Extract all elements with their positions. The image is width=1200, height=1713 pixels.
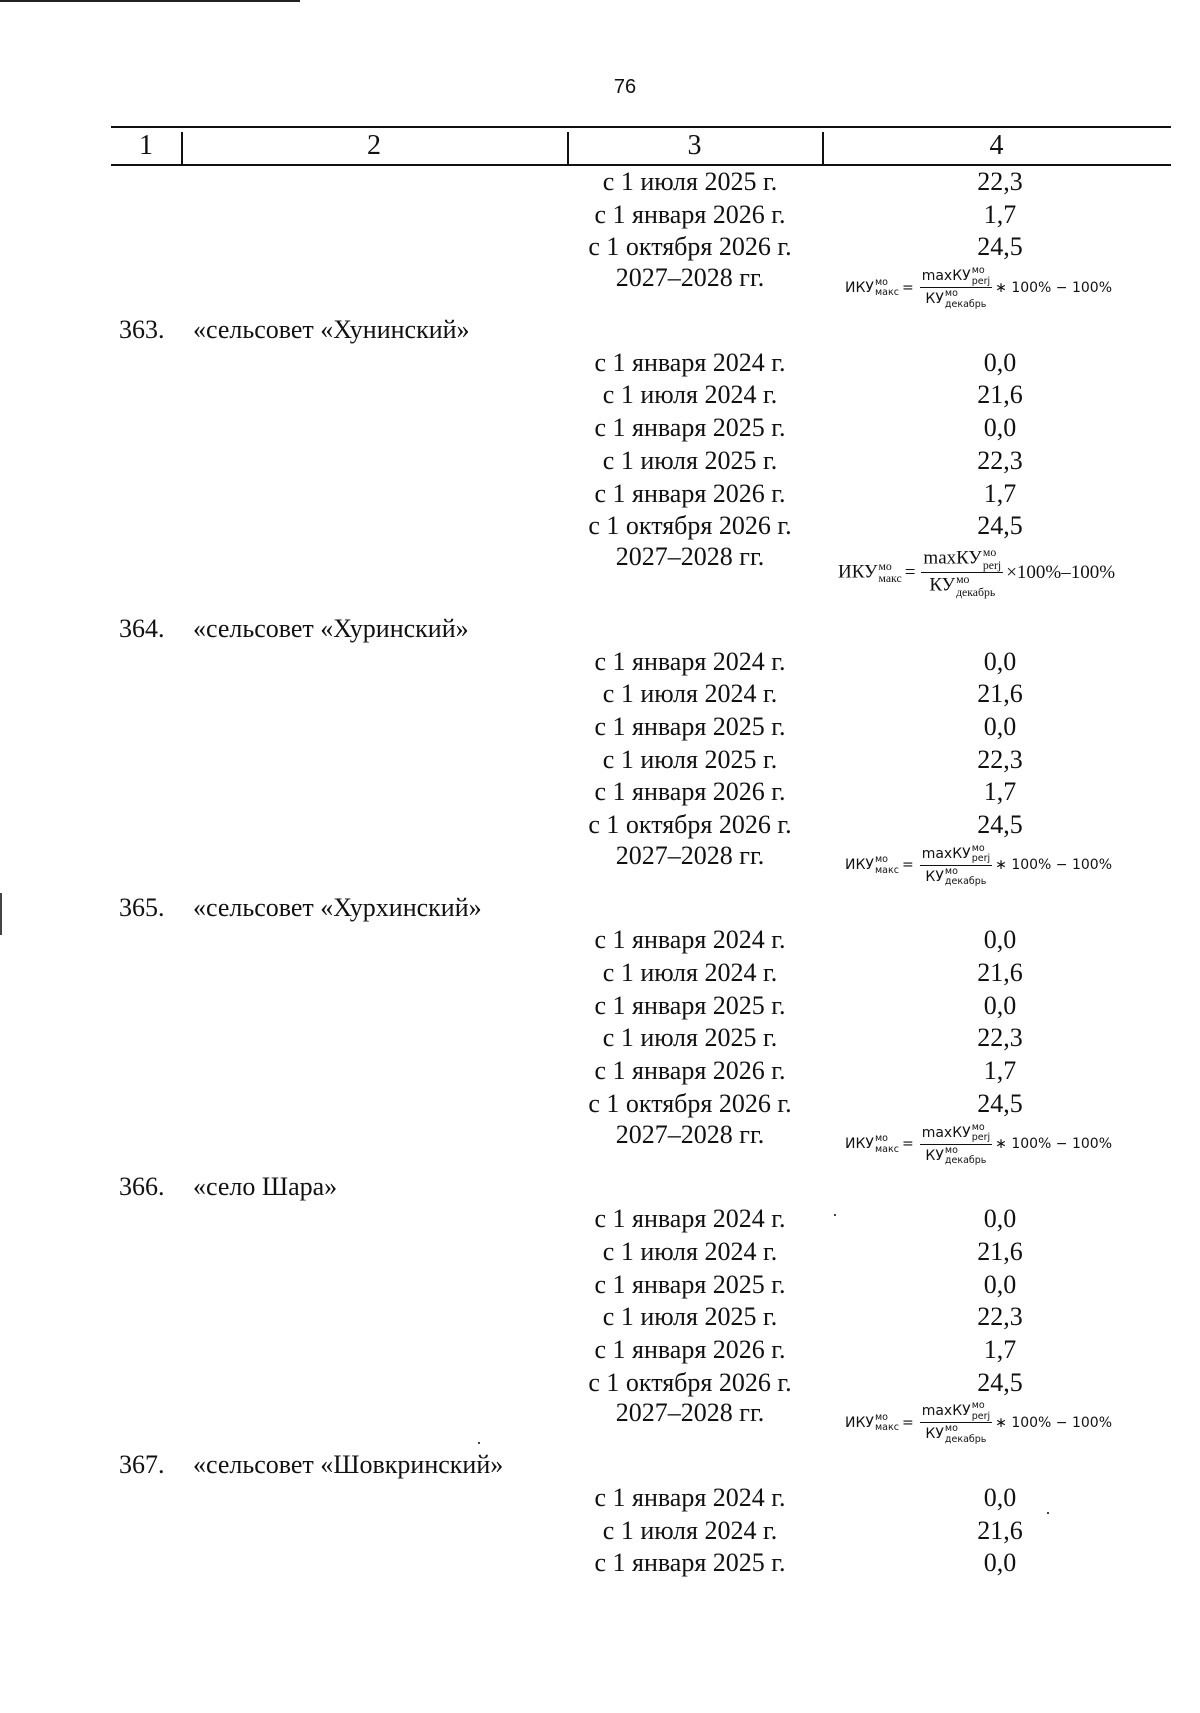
header-top-line xyxy=(111,126,1171,128)
formula-equals: = xyxy=(901,1136,914,1153)
table-row xyxy=(0,510,1200,543)
formula-denominator xyxy=(923,1145,988,1166)
formula-fraction xyxy=(920,266,992,309)
subscript: макс xyxy=(874,1143,899,1155)
formula-den-symbol: КУ xyxy=(925,1147,944,1164)
row-date: с 1 января 2026 г. xyxy=(594,478,786,508)
subscript: декабрь xyxy=(944,298,987,310)
table-row xyxy=(0,166,1200,199)
superscript: мо xyxy=(944,1423,958,1435)
section-name: «село Шара» xyxy=(193,1171,338,1201)
subscript: декабрь xyxy=(956,586,996,600)
row-value: 1,7 xyxy=(983,1056,1017,1086)
super-sub xyxy=(972,266,990,286)
formula-tail: ×100%–100% xyxy=(1006,561,1116,583)
formula-numerator xyxy=(920,1123,992,1145)
formula-den-symbol: КУ xyxy=(925,868,944,885)
table-row xyxy=(0,809,1200,842)
superscript: мо xyxy=(971,842,985,854)
row-date: с 1 января 2024 г. xyxy=(594,1483,786,1512)
formula-num-symbol: КУ xyxy=(952,268,971,285)
row-value: 24,5 xyxy=(977,232,1023,262)
subscript: макс xyxy=(874,1422,899,1434)
super-sub xyxy=(875,855,899,875)
row-value: 1,7 xyxy=(983,199,1017,229)
formula-num-symbol: КУ xyxy=(956,547,982,569)
table-row xyxy=(0,1022,1200,1055)
row-date: с 1 января 2025 г. xyxy=(594,1269,786,1299)
section-row xyxy=(0,314,1200,347)
row-value: 1,7 xyxy=(983,478,1017,508)
row-period: 2027–2028 гг. xyxy=(615,263,765,293)
section-row xyxy=(0,1171,1200,1204)
row-date: с 1 июля 2024 г. xyxy=(602,958,778,988)
formula-lhs-symbol: ИКУ xyxy=(838,561,878,583)
super-sub xyxy=(945,867,987,887)
table-row xyxy=(0,776,1200,809)
formula-lhs xyxy=(845,1413,899,1433)
scan-mark xyxy=(478,1442,480,1444)
formula-lhs xyxy=(845,278,899,298)
row-date: с 1 июля 2025 г. xyxy=(602,445,778,475)
row-period: 2027–2028 гг. xyxy=(615,1119,765,1149)
formula-row xyxy=(0,1121,1200,1171)
formula-numerator xyxy=(920,1401,992,1423)
table-row xyxy=(0,1269,1200,1302)
formula-denominator xyxy=(927,573,997,599)
superscript: мо xyxy=(878,559,892,573)
section-number: 367. xyxy=(119,1450,165,1480)
section-row xyxy=(0,892,1200,925)
formula xyxy=(845,266,1112,309)
table-row xyxy=(0,199,1200,232)
formula-numerator xyxy=(920,266,992,288)
table-header xyxy=(111,126,1171,166)
row-date: с 1 июля 2024 г. xyxy=(602,380,778,410)
formula-lhs-symbol: ИКУ xyxy=(845,1136,874,1153)
formula-max: max xyxy=(921,845,953,862)
subscript: макс xyxy=(878,572,902,586)
formula-lhs xyxy=(845,1134,899,1154)
row-date: с 1 января 2024 г. xyxy=(594,925,786,955)
super-sub xyxy=(945,289,987,309)
column-header-2: 2 xyxy=(367,130,381,161)
row-value: 0,0 xyxy=(983,347,1017,377)
formula-numerator xyxy=(920,844,992,866)
formula-tail: ∗ 100% − 100% xyxy=(995,857,1113,874)
column-header-4: 4 xyxy=(989,130,1004,161)
formula-num-symbol: КУ xyxy=(952,1403,971,1420)
superscript: мо xyxy=(944,1144,958,1156)
row-date: с 1 января 2025 г. xyxy=(594,413,786,443)
table-row xyxy=(0,1055,1200,1088)
table-row xyxy=(0,711,1200,744)
row-value: 0,0 xyxy=(983,711,1017,741)
formula-max: max xyxy=(921,268,953,285)
table-row xyxy=(0,957,1200,990)
row-period: 2027–2028 гг. xyxy=(615,1398,765,1428)
row-date: с 1 января 2025 г. xyxy=(594,990,786,1020)
row-value: 22,3 xyxy=(977,744,1023,774)
formula-denominator xyxy=(923,288,988,309)
row-value: 22,3 xyxy=(977,1023,1023,1053)
superscript: мо xyxy=(944,865,958,877)
formula-numerator xyxy=(921,547,1003,574)
row-value: 21,6 xyxy=(977,679,1023,709)
table-row xyxy=(0,1236,1200,1269)
subscript: макс xyxy=(874,287,899,299)
table-row xyxy=(0,412,1200,445)
row-value: 21,6 xyxy=(977,1236,1023,1266)
scan-mark xyxy=(834,1214,836,1216)
row-date: с 1 января 2026 г. xyxy=(594,199,786,229)
subscript: декабрь xyxy=(944,1155,987,1167)
super-sub xyxy=(875,278,899,298)
table-body xyxy=(0,166,1200,1580)
row-date: с 1 января 2026 г. xyxy=(594,1334,786,1364)
table-row xyxy=(0,1367,1200,1400)
table-row xyxy=(0,445,1200,478)
formula-fraction xyxy=(920,1401,992,1444)
table-row xyxy=(0,1334,1200,1367)
subscript: perj xyxy=(971,853,991,865)
row-date: с 1 июля 2025 г. xyxy=(602,1023,778,1053)
row-date: с 1 июля 2025 г. xyxy=(602,1302,778,1332)
formula-row xyxy=(0,1399,1200,1449)
table-row xyxy=(0,347,1200,380)
row-date: с 1 января 2026 г. xyxy=(594,777,786,807)
super-sub xyxy=(972,1123,990,1143)
row-period: 2027–2028 гг. xyxy=(615,840,765,870)
formula-equals: = xyxy=(901,1414,914,1431)
formula-equals: = xyxy=(901,279,914,296)
row-value: 21,6 xyxy=(977,380,1023,410)
row-value: 21,6 xyxy=(977,1515,1023,1545)
subscript: макс xyxy=(874,864,899,876)
subscript: декабрь xyxy=(944,876,987,888)
table-row xyxy=(0,478,1200,511)
formula-den-symbol: КУ xyxy=(925,291,944,308)
row-value: 24,5 xyxy=(977,810,1023,839)
row-value: 22,3 xyxy=(977,1302,1023,1332)
row-value: 0,0 xyxy=(983,646,1017,676)
formula-denominator xyxy=(923,866,988,887)
formula-row xyxy=(0,842,1200,892)
formula-denominator xyxy=(923,1423,988,1444)
formula-lhs-symbol: ИКУ xyxy=(845,1414,874,1431)
formula-fraction xyxy=(921,547,1003,599)
formula-lhs xyxy=(845,855,899,875)
table-row xyxy=(0,1547,1200,1580)
formula-fraction xyxy=(920,844,992,887)
table-row xyxy=(0,744,1200,777)
subscript: perj xyxy=(971,275,991,287)
formula-lhs xyxy=(838,561,902,586)
subscript: perj xyxy=(982,558,1002,572)
row-date: с 1 июля 2024 г. xyxy=(602,1515,778,1545)
super-sub xyxy=(878,561,901,586)
row-date: с 1 января 2024 г. xyxy=(594,1204,786,1234)
subscript: perj xyxy=(971,1410,991,1422)
row-date: с 1 октября 2026 г. xyxy=(588,511,792,541)
row-date: с 1 января 2025 г. xyxy=(594,711,786,741)
formula xyxy=(845,844,1112,887)
section-number: 366. xyxy=(119,1171,165,1201)
formula-tail: ∗ 100% − 100% xyxy=(995,1136,1113,1153)
superscript: мо xyxy=(971,265,985,277)
row-date: с 1 января 2025 г. xyxy=(594,1548,786,1578)
table-row xyxy=(0,990,1200,1023)
formula xyxy=(838,547,1115,599)
section-row xyxy=(0,1449,1200,1482)
table-row xyxy=(0,678,1200,711)
section-number: 363. xyxy=(119,315,165,345)
subscript: perj xyxy=(971,1132,991,1144)
formula-lhs-symbol: ИКУ xyxy=(845,857,874,874)
superscript: мо xyxy=(874,276,888,288)
row-period: 2027–2028 гг. xyxy=(615,541,765,571)
formula-num-symbol: КУ xyxy=(952,845,971,862)
table-row xyxy=(0,924,1200,957)
table-row xyxy=(0,1088,1200,1121)
superscript: мо xyxy=(956,573,970,587)
row-date: с 1 июля 2025 г. xyxy=(602,167,778,196)
formula-max: max xyxy=(921,1124,953,1141)
row-value: 0,0 xyxy=(983,413,1017,443)
row-value: 22,3 xyxy=(977,445,1023,475)
column-header-3: 3 xyxy=(687,130,702,161)
row-value: 24,5 xyxy=(977,1088,1023,1118)
formula-row xyxy=(0,543,1200,613)
row-value: 0,0 xyxy=(983,1204,1017,1234)
column-header-1: 1 xyxy=(139,130,153,161)
row-value: 0,0 xyxy=(983,990,1017,1020)
row-value: 24,5 xyxy=(977,511,1023,541)
formula-fraction xyxy=(920,1123,992,1166)
row-date: с 1 января 2024 г. xyxy=(594,646,786,676)
row-date: с 1 июля 2024 г. xyxy=(602,1236,778,1266)
section-name: «сельсовет «Хурхинский» xyxy=(193,892,482,922)
section-name: «сельсовет «Хуринский» xyxy=(193,613,469,643)
section-name: «сельсовет «Хунинский» xyxy=(193,315,470,345)
formula-equals: = xyxy=(901,857,914,874)
section-number: 364. xyxy=(119,613,165,643)
row-date: с 1 января 2026 г. xyxy=(594,1056,786,1086)
formula xyxy=(845,1401,1112,1444)
table-row xyxy=(0,646,1200,679)
row-date: с 1 октября 2026 г. xyxy=(588,1088,792,1118)
super-sub xyxy=(875,1413,899,1433)
row-value: 22,3 xyxy=(977,167,1023,196)
super-sub xyxy=(983,547,1001,572)
formula-lhs-symbol: ИКУ xyxy=(845,279,874,296)
table-row xyxy=(0,1482,1200,1515)
formula-num-symbol: КУ xyxy=(952,1124,971,1141)
page-number: 76 xyxy=(613,76,637,98)
formula-equals: = xyxy=(904,561,916,583)
row-date: с 1 октября 2026 г. xyxy=(588,1367,792,1397)
superscript: мо xyxy=(874,1133,888,1145)
super-sub xyxy=(945,1146,987,1166)
superscript: мо xyxy=(971,1121,985,1133)
formula-row xyxy=(0,264,1200,314)
row-value: 0,0 xyxy=(983,1483,1017,1512)
formula-max: max xyxy=(921,1403,953,1420)
row-value: 1,7 xyxy=(983,1334,1017,1364)
row-value: 21,6 xyxy=(977,958,1023,988)
superscript: мо xyxy=(982,545,997,559)
scan-mark xyxy=(1047,1512,1049,1514)
row-value: 0,0 xyxy=(983,1548,1017,1578)
super-sub xyxy=(972,1401,990,1421)
table-row xyxy=(0,379,1200,412)
row-date: с 1 июля 2025 г. xyxy=(602,744,778,774)
row-value: 0,0 xyxy=(983,925,1017,955)
super-sub xyxy=(972,844,990,864)
formula-tail: ∗ 100% − 100% xyxy=(995,279,1113,296)
table-row xyxy=(0,231,1200,264)
superscript: мо xyxy=(944,288,958,300)
superscript: мо xyxy=(874,1411,888,1423)
formula-max: max xyxy=(923,547,957,569)
table-row xyxy=(0,1203,1200,1236)
formula xyxy=(845,1123,1112,1166)
formula-den-symbol: КУ xyxy=(925,1426,944,1443)
super-sub xyxy=(956,574,995,599)
row-date: с 1 октября 2026 г. xyxy=(588,232,792,262)
row-value: 24,5 xyxy=(977,1367,1023,1397)
superscript: мо xyxy=(874,854,888,866)
row-value: 0,0 xyxy=(983,1269,1017,1299)
section-number: 365. xyxy=(119,892,165,922)
formula-tail: ∗ 100% − 100% xyxy=(995,1414,1113,1431)
super-sub xyxy=(945,1424,987,1444)
top-rule xyxy=(0,0,300,2)
scan-mark xyxy=(0,893,2,935)
row-value: 1,7 xyxy=(983,777,1017,807)
section-name: «сельсовет «Шовкринский» xyxy=(193,1450,504,1480)
row-date: с 1 июля 2024 г. xyxy=(602,679,778,709)
superscript: мо xyxy=(971,1400,985,1412)
subscript: декабрь xyxy=(944,1433,987,1445)
super-sub xyxy=(875,1134,899,1154)
table-row xyxy=(0,1515,1200,1548)
table-row xyxy=(0,1301,1200,1334)
section-row xyxy=(0,613,1200,646)
row-date: с 1 января 2024 г. xyxy=(594,347,786,377)
formula-den-symbol: КУ xyxy=(929,575,956,597)
row-date: с 1 октября 2026 г. xyxy=(588,810,792,839)
